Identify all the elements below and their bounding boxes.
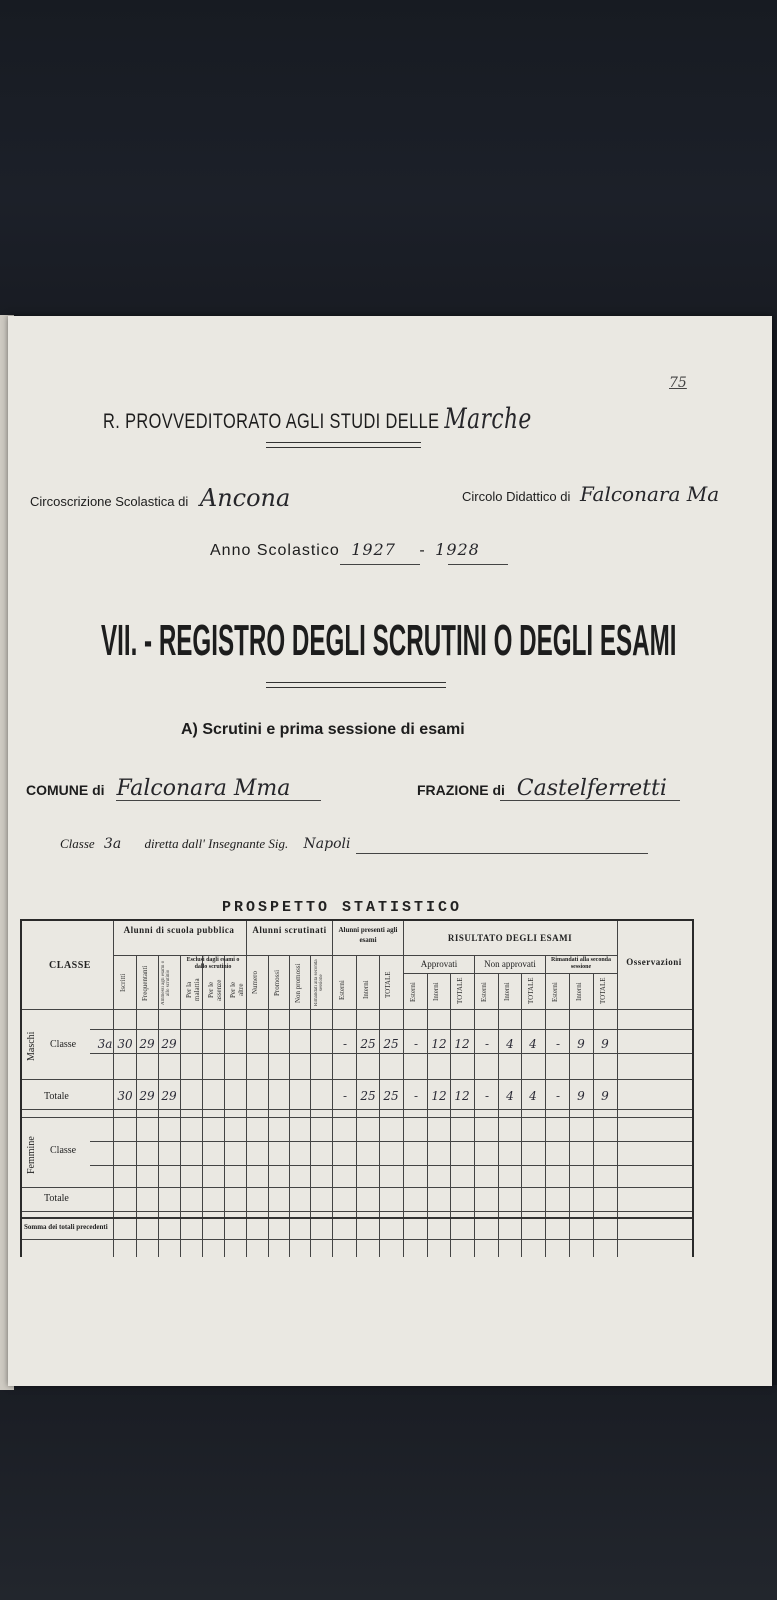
column-line xyxy=(246,921,247,1257)
cell-nonappr-esterni: - xyxy=(484,1089,490,1103)
row-line xyxy=(90,1053,692,1054)
ornament-divider xyxy=(266,442,421,448)
cell-rim-totale: 9 xyxy=(601,1089,609,1103)
cell-frequentanti: 29 xyxy=(139,1037,155,1051)
header-esclusi: Esclusi dagli esami o dallo scrutinio xyxy=(186,957,240,970)
cell-appr-interni: 12 xyxy=(431,1089,447,1103)
subheader-ammessi: Ammessi agli esami o allo scrutinio xyxy=(161,960,171,1006)
anno-to: 1928 xyxy=(435,540,480,559)
cell-pres-esterni: - xyxy=(342,1037,348,1051)
column-line xyxy=(498,973,499,1257)
subheader-per-altri: Per le altre xyxy=(229,981,245,999)
provveditorato-label: R. PROVVEDITORATO AGLI STUDI DELLE xyxy=(103,410,440,433)
subheader-non-promossi: Non promossi xyxy=(294,963,302,1003)
desk-background-top xyxy=(0,0,777,330)
circoscrizione-value: Ancona xyxy=(199,484,291,512)
insegnante-underline xyxy=(356,853,648,854)
cell-frequentanti: 29 xyxy=(139,1089,155,1103)
column-line xyxy=(593,973,594,1257)
cell-nonappr-totale: 4 xyxy=(529,1037,537,1051)
classe-label: Classe xyxy=(60,836,95,851)
row-line xyxy=(22,1117,692,1118)
cell-rim-totale: 9 xyxy=(601,1037,609,1051)
frazione-line xyxy=(417,776,667,801)
row-label-classe: Classe xyxy=(50,1145,77,1156)
register-title: VII. - REGISTRO DEGLI SCRUTINI O DEGLI ESAMI xyxy=(101,616,677,665)
cell-appr-totale: 12 xyxy=(454,1037,470,1051)
row-line xyxy=(22,1009,692,1010)
subheader-promossi: Promossi xyxy=(273,969,281,997)
subheader-esterni: Esterni xyxy=(409,982,417,1002)
insegnante-value: Napoli xyxy=(303,836,351,852)
subheader-per-assenze: Per le assenze xyxy=(207,979,223,1001)
classe-teacher-line xyxy=(60,836,350,852)
row-label-totale: Totale xyxy=(44,1193,69,1204)
row-line xyxy=(113,955,617,956)
row-line xyxy=(22,1211,692,1212)
subheader-per-malattia: Per la malattia xyxy=(185,978,201,1002)
subheader-esterni: Esterni xyxy=(551,982,559,1002)
cell-appr-esterni: - xyxy=(413,1089,419,1103)
cell-nonappr-interni: 4 xyxy=(506,1089,514,1103)
cell-appr-interni: 12 xyxy=(431,1037,447,1051)
comune-line xyxy=(26,776,290,801)
cell-pres-esterni: - xyxy=(342,1089,348,1103)
row-label-femmine: Femmine xyxy=(26,1136,37,1174)
column-line xyxy=(332,921,333,1257)
header-non-approvati: Non approvati xyxy=(484,959,536,969)
cell-pres-interni: 25 xyxy=(360,1037,376,1051)
anno-underline xyxy=(340,564,420,565)
subheader-totale: TOTALE xyxy=(527,977,535,1005)
cell-ammessi: 29 xyxy=(161,1037,177,1051)
prospetto-title: PROSPETTO STATISTICO xyxy=(222,899,463,916)
column-line xyxy=(450,973,451,1257)
anno-scolastico-line xyxy=(210,540,480,560)
subheader-numero: Numero xyxy=(251,971,259,995)
header-classe: CLASSE xyxy=(49,960,91,971)
subheader-totale: TOTALE xyxy=(599,977,607,1005)
row-line xyxy=(22,1239,692,1240)
subheader-totale: TOTALE xyxy=(456,977,464,1005)
column-line xyxy=(403,921,404,1257)
circoscrizione-label: Circoscrizione Scolastica di xyxy=(30,494,189,509)
cell-pres-interni: 25 xyxy=(360,1089,376,1103)
circoscrizione-line xyxy=(30,484,290,512)
anno-underline xyxy=(448,564,508,565)
subheader-interni: Interni xyxy=(503,982,511,1002)
cell-iscritti: 30 xyxy=(117,1037,133,1051)
diretta-label: diretta dall' Insegnante Sig. xyxy=(144,836,289,851)
row-label-classe: Classe xyxy=(50,1039,77,1050)
row-line xyxy=(22,1217,692,1219)
cell-rim-esterni: - xyxy=(555,1089,561,1103)
subheader-esterni: Esterni xyxy=(480,982,488,1002)
header-alunni-presenti: Alunni presenti agli esami xyxy=(338,926,398,944)
subheader-rimandati-sec: Rimandati alla seconda sessione xyxy=(314,959,324,1007)
comune-underline xyxy=(116,800,321,801)
ornament-divider xyxy=(266,682,446,688)
frazione-label: FRAZIONE di xyxy=(417,782,505,798)
header-approvati: Approvati xyxy=(420,959,458,969)
cell-pres-totale: 25 xyxy=(383,1037,399,1051)
subheader-iscritti: Iscritti xyxy=(119,973,127,993)
classe-value: 3a xyxy=(103,836,122,852)
row-line xyxy=(22,1079,692,1080)
row-label-maschi: Maschi xyxy=(26,1031,37,1061)
column-line xyxy=(521,973,522,1257)
anno-separator: - xyxy=(419,542,426,559)
subheader-interni: Interni xyxy=(575,982,583,1002)
circolo-value: Falconara Ma xyxy=(580,482,720,506)
row-label-totale: Totale xyxy=(44,1091,69,1102)
row-line xyxy=(90,1165,692,1166)
cell-nonappr-interni: 4 xyxy=(506,1037,514,1051)
cell-rim-interni: 9 xyxy=(577,1089,585,1103)
header-rimandati: Rimandati alla seconda sessione xyxy=(550,957,611,970)
comune-value: Falconara Mma xyxy=(116,776,291,801)
document-page xyxy=(8,316,772,1386)
header-risultato: RISULTATO DEGLI ESAMI xyxy=(447,933,573,943)
register-subtitle: A) Scrutini e prima sessione di esami xyxy=(181,721,465,738)
cell-rim-esterni: - xyxy=(555,1037,561,1051)
comune-label: COMUNE di xyxy=(26,782,105,798)
circolo-line xyxy=(462,482,719,506)
row-line xyxy=(90,1029,692,1030)
column-line xyxy=(617,921,618,1257)
cell-nonappr-totale: 4 xyxy=(529,1089,537,1103)
frazione-value: Castelferretti xyxy=(516,776,667,801)
cell-appr-esterni: - xyxy=(413,1037,419,1051)
header-alunni-scrutinati: Alunni scrutinati xyxy=(252,925,327,935)
header-alunni-scuola: Alunni di scuola pubblica xyxy=(123,925,235,935)
desk-background-bottom xyxy=(0,1385,777,1600)
row-line xyxy=(90,1141,692,1142)
subheader-interni: Interni xyxy=(362,980,370,1000)
anno-label: Anno Scolastico xyxy=(210,542,340,559)
subheader-esterni: Esterni xyxy=(338,980,346,1000)
subheader-interni: Interni xyxy=(432,982,440,1002)
row-label-somma: Somma dei totali precedenti xyxy=(24,1223,108,1231)
subheader-totale: TOTALE xyxy=(384,971,392,999)
cell-classe: 3a xyxy=(97,1037,113,1051)
subheader-frequentanti: Frequentanti xyxy=(141,965,149,1001)
anno-from: 1927 xyxy=(351,540,396,559)
statistics-table xyxy=(20,919,694,1257)
cell-appr-totale: 12 xyxy=(454,1089,470,1103)
header-osservazioni: Osservazioni xyxy=(626,957,682,967)
provveditorato-value: Marche xyxy=(444,402,532,435)
provveditorato-line xyxy=(103,402,532,435)
row-line xyxy=(403,973,617,974)
row-line xyxy=(22,1109,692,1110)
cell-rim-interni: 9 xyxy=(577,1037,585,1051)
cell-ammessi: 29 xyxy=(161,1089,177,1103)
page-number: 75 xyxy=(669,375,687,391)
circolo-label: Circolo Didattico di xyxy=(462,489,571,504)
row-line xyxy=(22,1187,692,1188)
cell-iscritti: 30 xyxy=(117,1089,133,1103)
column-line xyxy=(427,973,428,1257)
column-line xyxy=(569,973,570,1257)
cell-nonappr-esterni: - xyxy=(484,1037,490,1051)
cell-pres-totale: 25 xyxy=(383,1089,399,1103)
frazione-underline xyxy=(500,800,680,801)
